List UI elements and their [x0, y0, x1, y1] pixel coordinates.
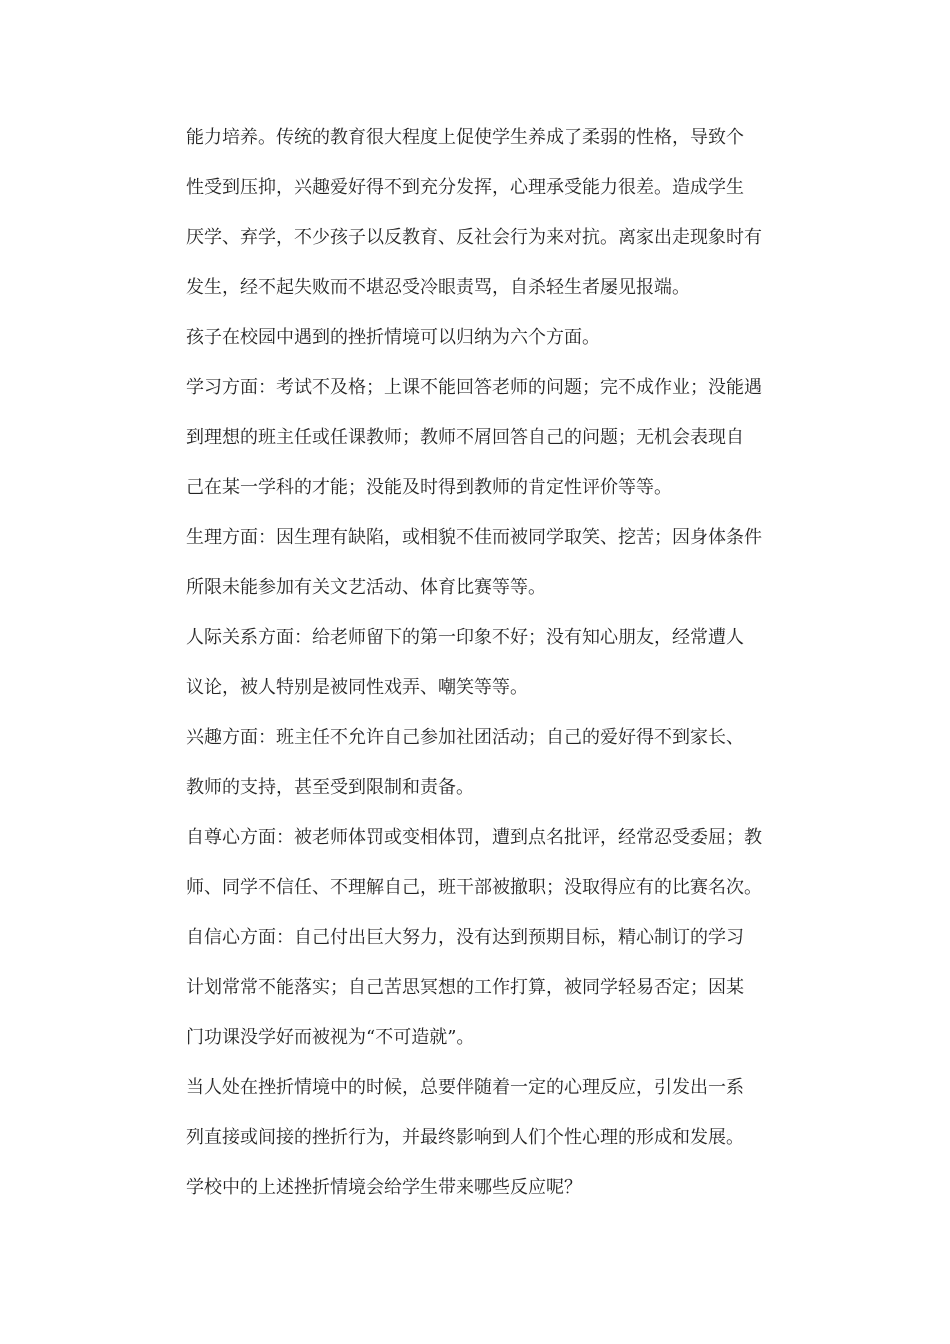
text-line: 兴趣方面：班主任不允许自己参加社团活动；自己的爱好得不到家长、 [186, 727, 744, 748]
text-line: 师、同学不信任、不理解自己，班干部被撤职；没取得应有的比赛名次。 [186, 877, 762, 898]
text-line: 厌学、弃学，不少孩子以反教育、反社会行为来对抗。离家出走现象时有 [186, 227, 762, 248]
text-line: 学校中的上述挫折情境会给学生带来哪些反应呢？ [186, 1177, 582, 1198]
document-body [186, 113, 770, 1213]
text-line: 自信心方面：自己付出巨大努力，没有达到预期目标，精心制订的学习 [186, 927, 744, 948]
text-line: 己在某一学科的才能；没能及时得到教师的肯定性评价等等。 [186, 477, 672, 498]
text-line: 到理想的班主任或任课教师；教师不屑回答自己的问题；无机会表现自 [186, 427, 744, 448]
text-line: 学习方面：考试不及格；上课不能回答老师的问题；完不成作业；没能遇 [186, 377, 762, 398]
text-line: 性受到压抑，兴趣爱好得不到充分发挥，心理承受能力很差。造成学生 [186, 177, 744, 198]
text-line: 门功课没学好而被视为“不可造就”。 [186, 1027, 475, 1048]
text-line: 教师的支持，甚至受到限制和责备。 [186, 777, 474, 798]
text-line: 孩子在校园中遇到的挫折情境可以归纳为六个方面。 [186, 327, 600, 348]
text-line: 生理方面：因生理有缺陷，或相貌不佳而被同学取笑、挖苦；因身体条件 [186, 527, 762, 548]
text-line: 所限未能参加有关文艺活动、体育比赛等等。 [186, 577, 546, 598]
text-line: 发生，经不起失败而不堪忍受冷眼责骂，自杀轻生者屡见报端。 [186, 277, 690, 298]
text-line: 当人处在挫折情境中的时候，总要伴随着一定的心理反应，引发出一系 [186, 1077, 744, 1098]
text-line: 能力培养。传统的教育很大程度上促使学生养成了柔弱的性格，导致个 [186, 127, 744, 148]
text-line: 议论，被人特别是被同性戏弄、嘲笑等等。 [186, 677, 528, 698]
text-line: 列直接或间接的挫折行为，并最终影响到人们个性心理的形成和发展。 [186, 1127, 744, 1148]
text-line: 自尊心方面：被老师体罚或变相体罚，遭到点名批评，经常忍受委屈；教 [186, 827, 762, 848]
text-line: 人际关系方面：给老师留下的第一印象不好；没有知心朋友，经常遭人 [186, 627, 744, 648]
text-line: 计划常常不能落实；自己苦思冥想的工作打算，被同学轻易否定；因某 [186, 977, 744, 998]
